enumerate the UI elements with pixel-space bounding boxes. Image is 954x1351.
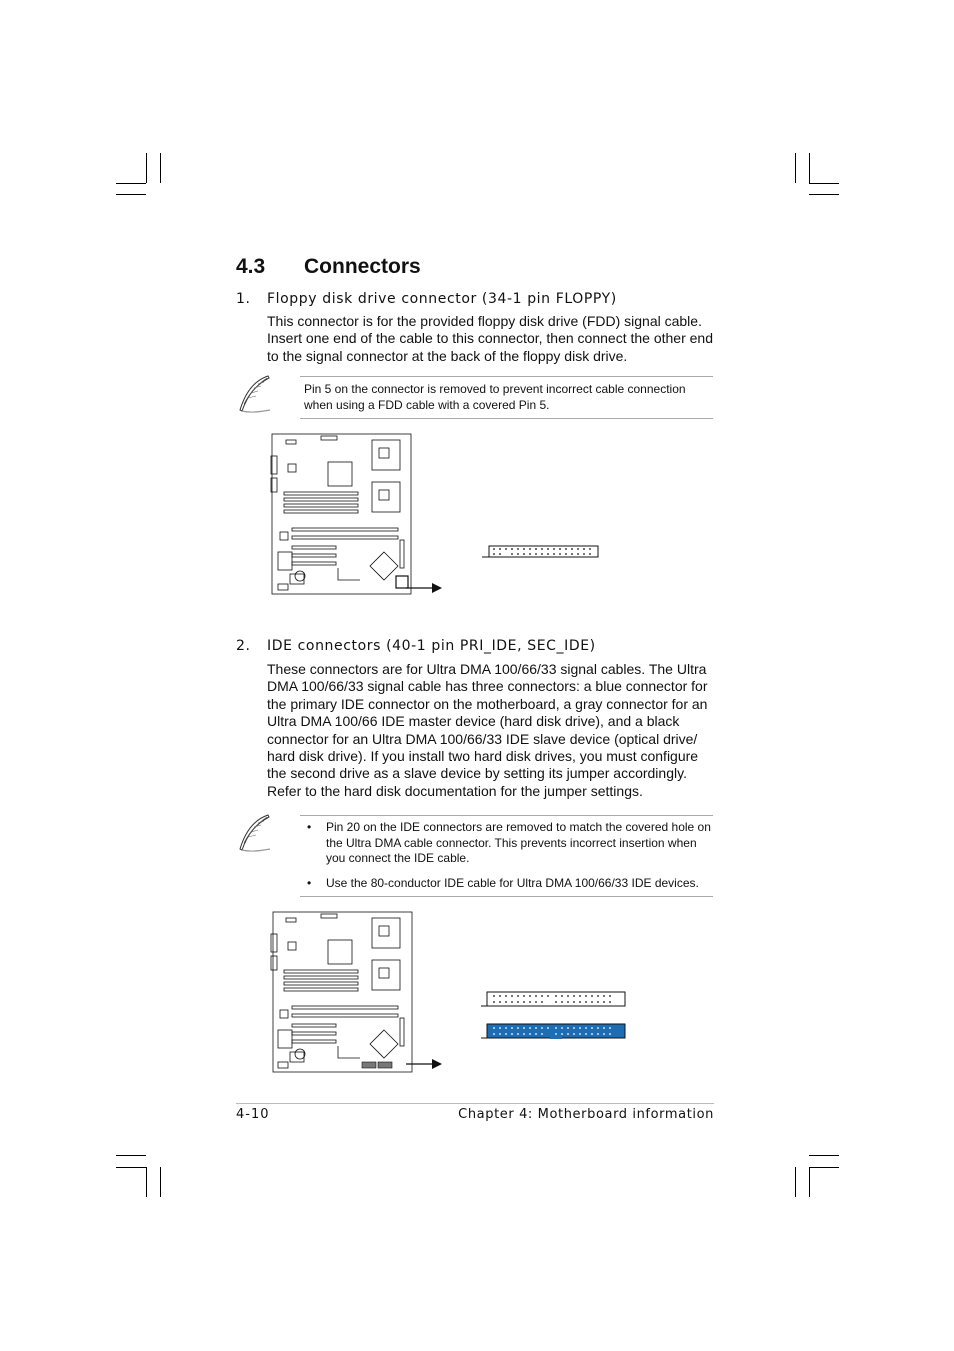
feather-note-icon xyxy=(236,374,272,414)
motherboard-layout xyxy=(271,434,411,594)
crop-mark xyxy=(809,1167,839,1168)
ide-note-item: • Pin 20 on the IDE connectors are removed to match the covered hole on the Ultra DMA cable connector. This prevents incorrect insertion when you connect the IDE cable. xyxy=(304,820,714,867)
crop-mark xyxy=(116,1167,146,1168)
floppy-heading-text: Floppy disk drive connector (34-1 pin FLOPPY) xyxy=(267,291,617,307)
section-title-text: Connectors xyxy=(304,255,421,278)
crop-mark xyxy=(146,1167,147,1197)
note-rule-bottom xyxy=(300,418,713,419)
ide-heading xyxy=(236,638,596,654)
motherboard-layout xyxy=(271,912,412,1072)
feather-note-icon xyxy=(236,813,272,853)
pri-ide-connector xyxy=(487,1024,625,1038)
note-rule-top xyxy=(300,376,713,377)
crop-mark xyxy=(809,1155,839,1156)
floppy-body: This connector is for the provided floppy disk drive (FDD) signal cable. Insert one end of the cable to this connector, then connect the other end to the signal connector at the back of the floppy disk drive. xyxy=(267,313,713,364)
crop-mark xyxy=(809,1167,810,1197)
crop-mark xyxy=(795,1167,796,1197)
chapter-title: Chapter 4: Motherboard information xyxy=(458,1107,714,1122)
crop-mark xyxy=(809,153,810,183)
floppy-heading xyxy=(236,291,617,307)
ide-body: These connectors are for Ultra DMA 100/66/33 signal cables. The Ultra DMA 100/66/33 signal cable has three connectors: a blue connector for the primary IDE connector on the motherboard, a gray connector for an Ultra DMA 100/66 IDE master device (hard disk drive), and a black connector for an Ultra DMA 100/66/33 IDE slave device (optical drive/ hard disk drive). If you install two hard disk drives, you must configure the second drive as a slave device by setting its jumper accordingly. Refer to the hard disk documentation for the jumper settings. xyxy=(267,661,708,799)
note-rule-bottom xyxy=(300,896,713,897)
ide-heading-text: IDE connectors (40-1 pin PRI_IDE, SEC_IDE) xyxy=(267,638,596,654)
crop-mark xyxy=(116,183,146,184)
crop-mark xyxy=(795,153,796,183)
footer-rule xyxy=(236,1103,714,1104)
floppy-note: Pin 5 on the connector is removed to prevent incorrect cable connection when using a FDD cable with a covered Pin 5. xyxy=(304,382,686,412)
ide-number: 2. xyxy=(236,638,251,654)
ide-note-list xyxy=(304,820,714,900)
floppy-location-marker xyxy=(396,576,408,588)
ide-note-item: • Use the 80-conductor IDE cable for Ultra DMA 100/66/33 IDE devices. xyxy=(304,876,714,892)
section-number: 4.3 xyxy=(236,255,266,278)
crop-mark xyxy=(160,1167,161,1197)
crop-mark xyxy=(146,153,147,183)
floppy-number: 1. xyxy=(236,291,251,307)
ide-location-marker xyxy=(362,1062,392,1068)
pointer-arrow xyxy=(432,583,442,593)
crop-mark xyxy=(160,153,161,183)
floppy-motherboard-diagram xyxy=(266,430,606,600)
floppy-connector xyxy=(489,546,598,557)
sec-ide-connector xyxy=(487,992,625,1006)
section-title xyxy=(236,255,421,279)
note-rule-top xyxy=(300,815,713,816)
page-number: 4-10 xyxy=(236,1107,270,1122)
ide-motherboard-diagram xyxy=(266,908,630,1078)
crop-mark xyxy=(116,1155,146,1156)
pointer-arrow xyxy=(432,1059,442,1069)
crop-mark xyxy=(809,194,839,195)
crop-mark xyxy=(809,183,839,184)
crop-mark xyxy=(116,194,146,195)
